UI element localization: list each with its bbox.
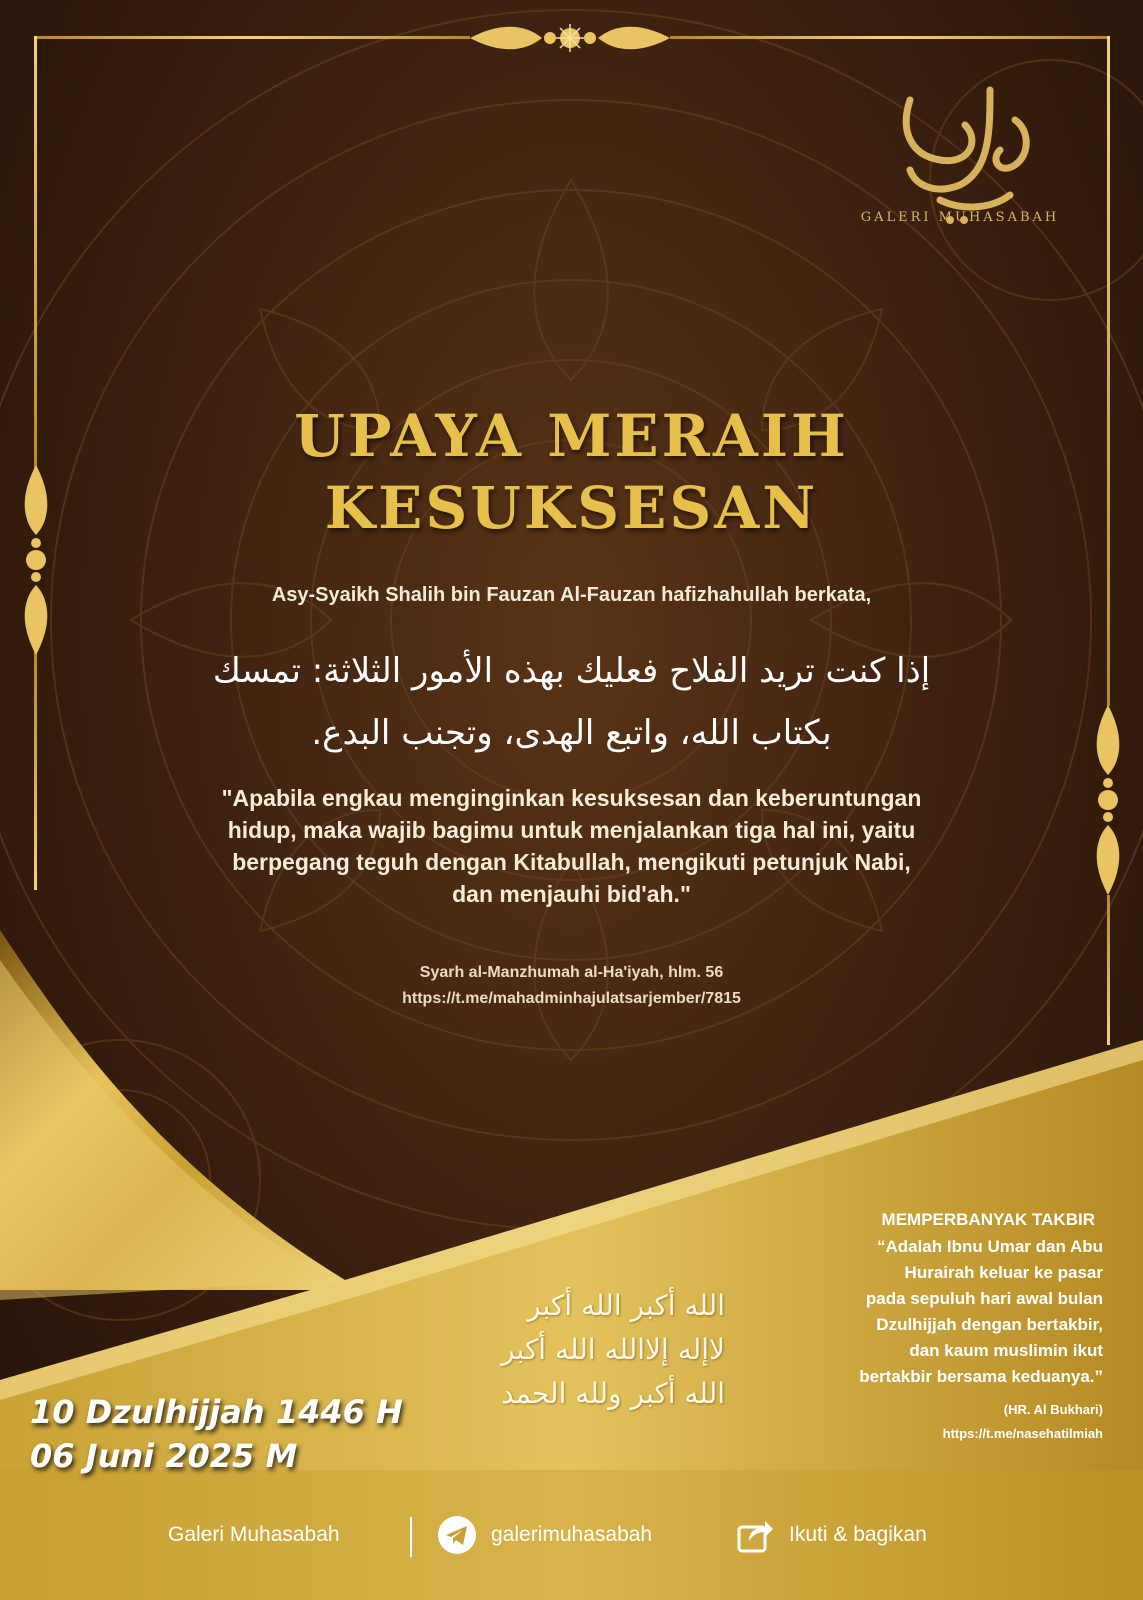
takbir-line-3: الله أكبر ولله الحمد: [501, 1377, 725, 1410]
title-line-1: UPAYA MERAIH: [294, 402, 849, 470]
footer-telegram[interactable]: [437, 1505, 652, 1565]
share-icon: [735, 1515, 775, 1555]
hadith-line: Hurairah keluar ke pasar: [904, 1263, 1103, 1282]
hadith-link[interactable]: https://t.me/nasehatilmiah: [942, 1426, 1103, 1441]
footer-divider: [410, 1517, 412, 1557]
source-link[interactable]: https://t.me/mahadminhajulatsarjember/7815: [402, 990, 741, 1007]
hadith-line: pada sepuluh hari awal bulan: [865, 1289, 1103, 1308]
hadith-line: Dzulhijjah dengan bertakbir,: [876, 1315, 1103, 1334]
hadith-line: bertakbir bersama keduanya.”: [859, 1367, 1103, 1386]
footer-share[interactable]: [735, 1505, 927, 1565]
takbir-line-1: الله أكبر الله أكبر: [527, 1289, 725, 1322]
date-hijri: 10 Dzulhijjah 1446 H: [30, 1393, 403, 1431]
translation-line-1: "Apabila engkau menginginkan kesuksesan dan keberuntungan: [221, 785, 922, 811]
footer-brand: Galeri Muhasabah: [168, 1523, 340, 1546]
intro-text: Asy-Syaikh Shalih bin Fauzan Al-Fauzan hafizhahullah berkata,: [271, 584, 872, 606]
hadith-title: MEMPERBANYAK TAKBIR: [881, 1210, 1095, 1229]
telegram-icon: [437, 1515, 477, 1555]
title-line-2: KESUKSESAN: [324, 474, 819, 542]
logo-text: GALERI MUHASABAH: [860, 210, 1060, 225]
hadith-line: “Adalah Ibnu Umar dan Abu: [876, 1237, 1103, 1256]
date-gregorian: 06 Juni 2025 M: [30, 1437, 298, 1475]
translation-line-3: berpegang teguh dengan Kitabullah, mengikuti petunjuk Nabi,: [232, 849, 911, 875]
arabic-line-1: إذا كنت تريد الفلاح فعليك بهذه الأمور الثلاثة: تمسك: [212, 651, 931, 691]
date-block: [30, 1390, 450, 1478]
hadith-block: [780, 1210, 1103, 1446]
share-label: Ikuti & bagikan: [789, 1523, 927, 1546]
footer: [0, 1505, 1143, 1565]
hadith-line: dan kaum muslimin ikut: [909, 1341, 1103, 1360]
telegram-handle: galerimuhasabah: [491, 1523, 653, 1546]
arabic-line-2: بكتاب الله، واتبع الهدى، وتجنب البدع.: [311, 713, 832, 753]
hadith-narrator: (HR. Al Bukhari): [1003, 1402, 1103, 1417]
translation-line-2: hidup, maka wajib bagimu untuk menjalankan tiga hal ini, yaitu: [227, 817, 916, 843]
takbir-text: [425, 1284, 725, 1416]
source-book: Syarh al-Manzhumah al-Ha'iyah, hlm. 56: [419, 964, 724, 981]
translation-line-4: dan menjauhi bid'ah.": [452, 881, 691, 907]
takbir-line-2: لاإله إلاالله الله أكبر: [501, 1333, 725, 1366]
